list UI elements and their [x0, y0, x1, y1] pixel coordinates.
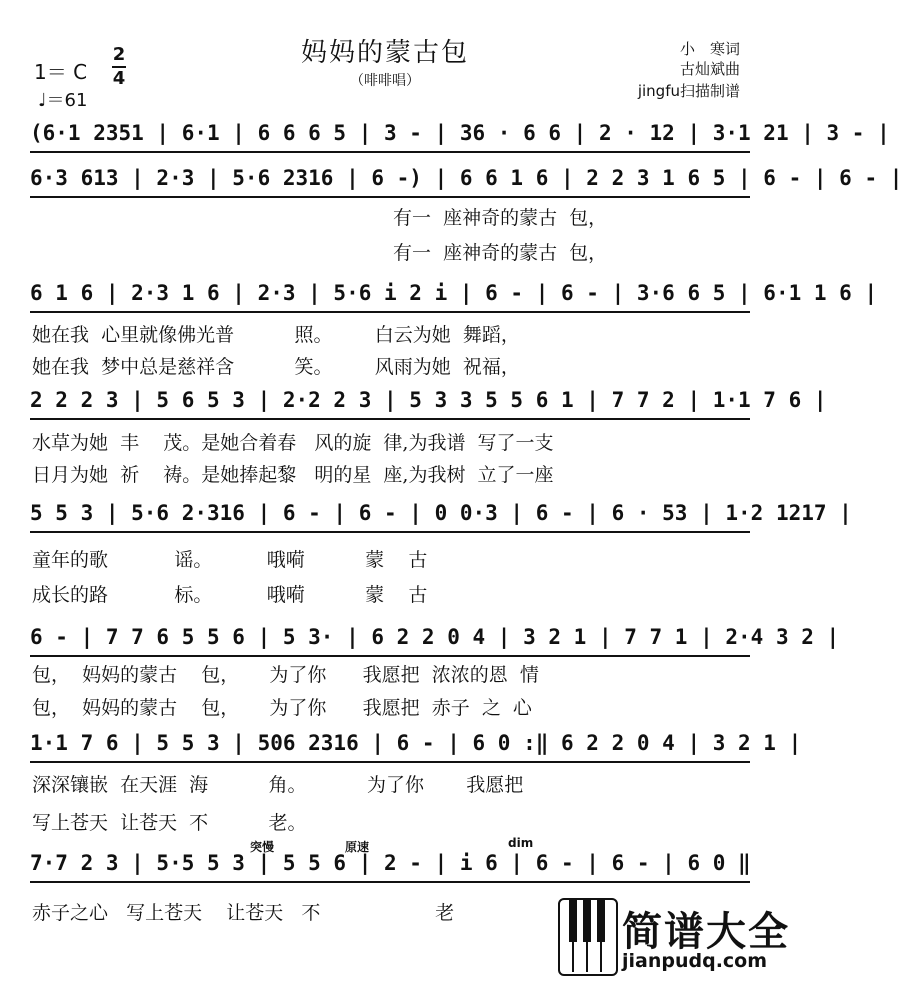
notation-row-2: 6·3 613 | 2·3 | 5·6 2316 | 6 -) | 6 6 1 6 | 2 2 3 1 6 5 | 6 - | 6 - | [30, 163, 750, 198]
site-logo [558, 898, 790, 976]
expression-mark-1: 突慢 [250, 840, 275, 854]
song-subtitle: （啡啡唱） [350, 73, 420, 89]
lyric-line-7-2: 写上苍天 让苍天 不 老。 [32, 812, 307, 834]
time-signature [112, 45, 126, 89]
time-signature-bottom: 4 [112, 68, 126, 89]
notation-row-7: 1·1 7 6 | 5 5 3 | 506 2316 | 6 - | 6 0 :‖ 6 2 2 0 4 | 3 2 1 | [30, 728, 750, 763]
notation-row-4: 2 2 2 3 | 5 6 5 3 | 2·2 2 3 | 5 3 3 5 5 6 1 | 7 7 2 | 1·1 7 6 | [30, 385, 750, 420]
expression-mark-3: dim [508, 836, 534, 850]
lyric-line-4-2: 日月为她 祈 祷。是她捧起黎 明的星 座,为我树 立了一座 [32, 464, 554, 486]
lyric-line-6-1: 包， 妈妈的蒙古 包， 为了你 我愿把 浓浓的恩 情 [32, 664, 539, 686]
lyric-line-3-2: 她在我 梦中总是慈祥含 笑。 风雨为她 祝福， [32, 356, 520, 378]
lyric-line-8-1: 赤子之心 写上苍天 让苍天 不 老 [32, 902, 455, 924]
lyric-line-4-1: 水草为她 丰 茂。是她合着春 风的旋 律,为我谱 写了一支 [32, 432, 554, 454]
composer-credit: 古灿斌曲 [679, 60, 740, 78]
notation-row-3: 6 1 6 | 2·3 1 6 | 2·3 | 5·6 i 2 i | 6 - | 6 - | 3·6 6 5 | 6·1 1 6 | [30, 278, 750, 313]
scanner-credit: jingfu扫描制谱 [637, 82, 740, 100]
notation-row-6: 6 - | 7 7 6 5 5 6 | 5 3· | 6 2 2 0 4 | 3 2 1 | 7 7 1 | 2·4 3 2 | [30, 622, 750, 657]
lyric-line-6-2: 包， 妈妈的蒙古 包， 为了你 我愿把 赤子 之 心 [32, 697, 532, 719]
lyric-line-5-2: 成长的路 标。 哦嗬 蒙 古 [32, 584, 428, 606]
logo-url: jianpudq.com [622, 950, 768, 972]
notation-row-8: 7·7 2 3 | 5·5 5 3 | 5 5 6 | 2 - | i 6 | 6 - | 6 - | 6 0 ‖ [30, 848, 750, 883]
expression-mark-2: 原速 [345, 840, 370, 854]
notation-row-1: (6·1 2351 | 6·1 | 6 6 6 5 | 3 - | 36 · 6 6 | 2 · 12 | 3·1 21 | 3 - | [30, 118, 750, 153]
time-signature-top: 2 [112, 44, 126, 65]
lyric-line-5-1: 童年的歌 谣。 哦嗬 蒙 古 [32, 549, 428, 571]
tempo-marking: ♩＝61 [38, 90, 88, 111]
key-signature: 1＝ C [34, 60, 88, 84]
logo-text: 简谱大全 [622, 909, 790, 955]
notation-row-5: 5 5 3 | 5·6 2·316 | 6 - | 6 - | 0 0·3 | 6 - | 6 · 53 | 1·2 1217 | [30, 498, 750, 533]
lyric-line-2-2: 有一 座神奇的蒙古 包， [393, 242, 608, 264]
lyric-line-7-1: 深深镶嵌 在天涯 海 角。 为了你 我愿把 [32, 774, 524, 796]
lyricist-credit: 小 寒词 [679, 40, 740, 58]
song-title: 妈妈的蒙古包 [300, 38, 469, 68]
piano-icon [558, 898, 618, 976]
lyric-line-2-1: 有一 座神奇的蒙古 包， [393, 207, 608, 229]
lyric-line-3-1: 她在我 心里就像佛光普 照。 白云为她 舞蹈， [32, 324, 520, 346]
